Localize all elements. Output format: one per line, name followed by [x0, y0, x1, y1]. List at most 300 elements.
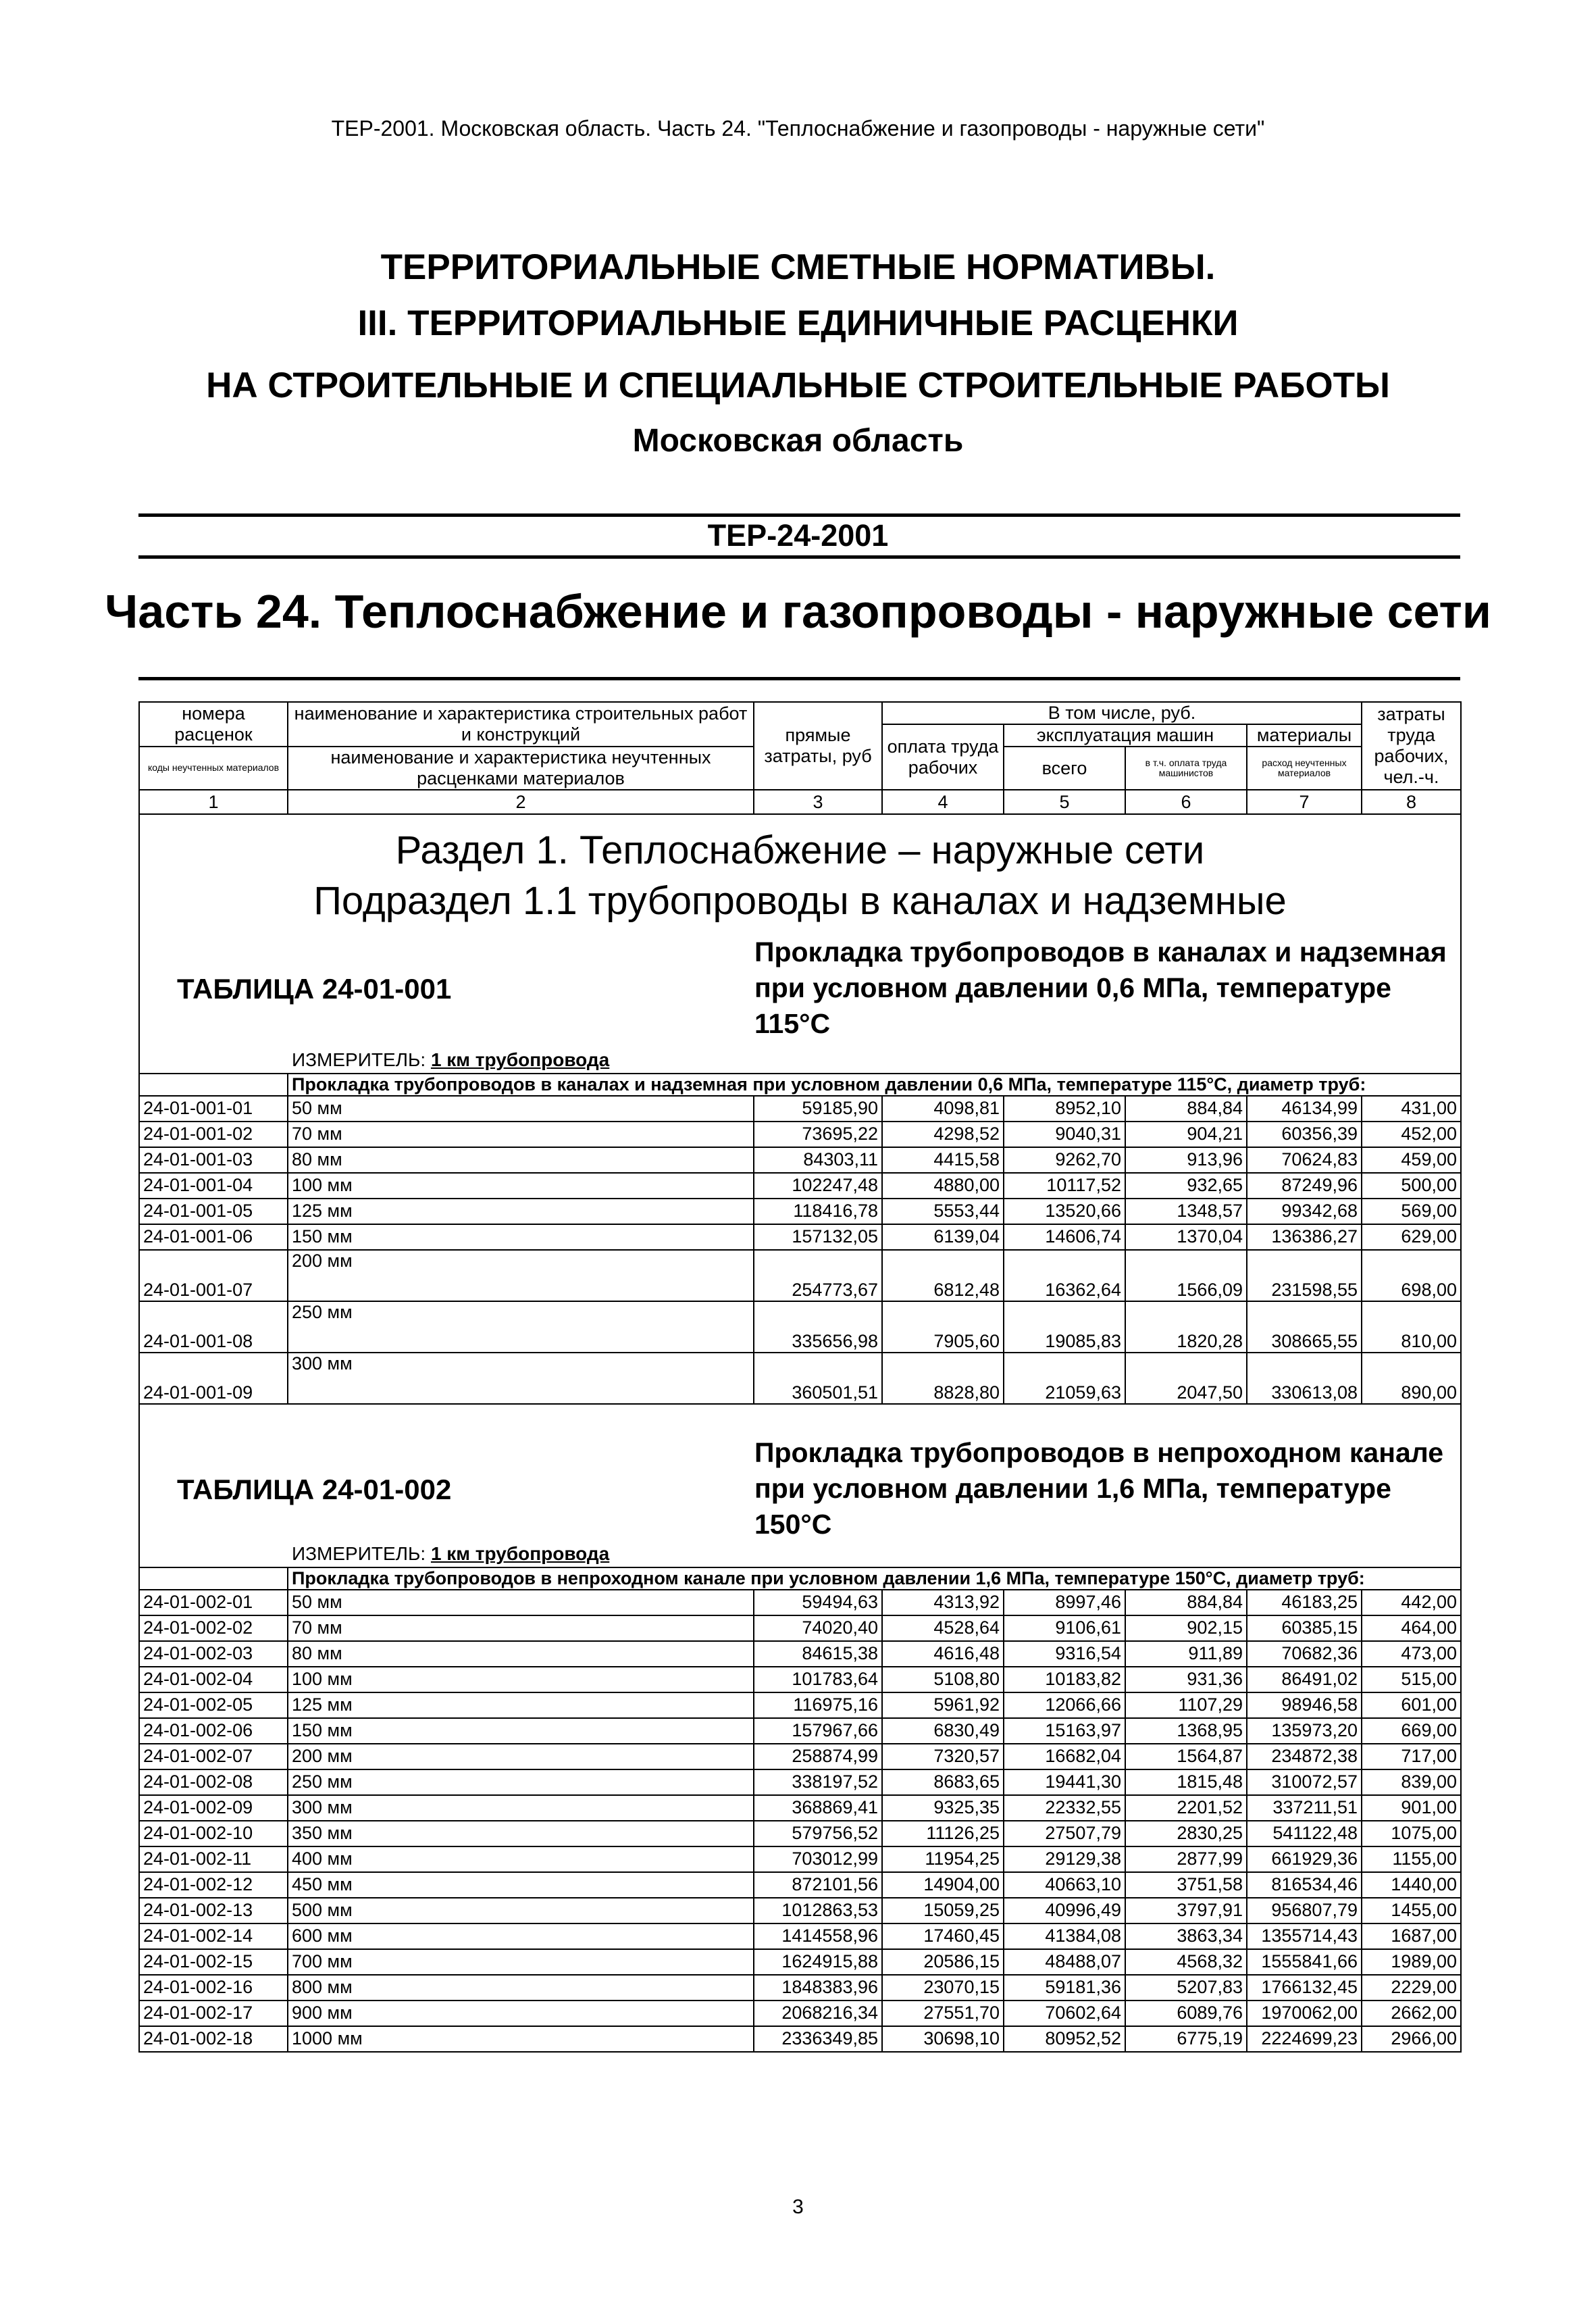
table-row — [139, 1923, 1461, 1949]
measure-unit — [292, 1049, 609, 1071]
pipe-diameter: 300 мм — [288, 1353, 754, 1404]
section-title: Раздел 1. Теплоснабжение – наружные сети — [395, 828, 1205, 873]
rate-value: 1687,00 — [1362, 1923, 1461, 1949]
col-number: 3 — [754, 790, 882, 814]
rate-value: 4298,52 — [882, 1122, 1004, 1147]
rate-value: 16682,04 — [1004, 1744, 1125, 1769]
table-row — [139, 1795, 1461, 1821]
rate-value: 911,89 — [1125, 1641, 1247, 1667]
rate-value: 22332,55 — [1004, 1795, 1125, 1821]
rate-code: 24-01-002-01 — [139, 1590, 288, 1615]
rate-value: 3751,58 — [1125, 1872, 1247, 1898]
col-number: 5 — [1004, 790, 1125, 814]
col-number: 8 — [1362, 790, 1461, 814]
rate-value: 135973,20 — [1247, 1718, 1362, 1744]
header-row-1 — [139, 702, 1461, 724]
table-description: Прокладка трубопроводов в непроходном канале при условном давлении 1,6 МПа, температуре 150°С, диаметр труб: — [288, 1567, 1461, 1590]
rate-value: 20586,15 — [882, 1949, 1004, 1975]
col2-header: наименование и характеристика строительных работ и конструкций — [288, 702, 754, 747]
pipe-diameter: 300 мм — [288, 1795, 754, 1821]
table-row — [139, 1353, 1461, 1404]
materials-header: материалы — [1247, 724, 1362, 747]
pipe-diameter: 200 мм — [288, 1250, 754, 1301]
rate-value: 703012,99 — [754, 1846, 882, 1872]
rate-value: 11126,25 — [882, 1821, 1004, 1846]
top-rule — [138, 513, 1460, 517]
rate-value: 810,00 — [1362, 1301, 1461, 1353]
rate-value: 5553,44 — [882, 1199, 1004, 1224]
doc-title-line-3: НА СТРОИТЕЛЬНЫЕ И СПЕЦИАЛЬНЫЕ СТРОИТЕЛЬНЫЕ РАБОТЫ — [206, 366, 1390, 405]
rate-value: 2224699,23 — [1247, 2026, 1362, 2052]
rate-value: 1107,29 — [1125, 1692, 1247, 1718]
rate-value: 7320,57 — [882, 1744, 1004, 1769]
rate-value: 956807,79 — [1247, 1898, 1362, 1923]
col7-header: расход неучтенных материалов — [1247, 747, 1362, 790]
table-title: Прокладка трубопроводов в каналах и надземная при условном давлении 0,6 МПа, температуре 115°С — [754, 936, 1447, 1040]
rate-value: 335656,98 — [754, 1301, 882, 1353]
pipe-diameter: 200 мм — [288, 1744, 754, 1769]
rate-value: 884,84 — [1125, 1590, 1247, 1615]
rate-value: 6089,76 — [1125, 2001, 1247, 2026]
rate-code: 24-01-001-06 — [139, 1224, 288, 1250]
rate-value: 8683,65 — [882, 1769, 1004, 1795]
rate-value: 2201,52 — [1125, 1795, 1247, 1821]
rate-value: 6775,19 — [1125, 2026, 1247, 2052]
rate-value: 5961,92 — [882, 1692, 1004, 1718]
section-row — [139, 814, 1461, 930]
rate-value: 231598,55 — [1247, 1250, 1362, 1301]
rate-value: 1766132,45 — [1247, 1975, 1362, 2001]
rate-value: 40663,10 — [1004, 1872, 1125, 1898]
rate-value: 5207,83 — [1125, 1975, 1247, 2001]
doc-title-line-2: III. ТЕРРИТОРИАЛЬНЫЕ ЕДИНИЧНЫЕ РАСЦЕНКИ — [357, 303, 1239, 343]
rate-value: 118416,78 — [754, 1199, 882, 1224]
rate-value: 4528,64 — [882, 1615, 1004, 1641]
rate-value: 1815,48 — [1125, 1769, 1247, 1795]
doc-code: ТЕР-24-2001 — [707, 518, 889, 553]
rate-value: 2229,00 — [1362, 1975, 1461, 2001]
rate-value: 890,00 — [1362, 1353, 1461, 1404]
table-label: ТАБЛИЦА 24-01-002 — [177, 1473, 452, 1505]
rate-value: 872101,56 — [754, 1872, 882, 1898]
rate-value: 99342,68 — [1247, 1199, 1362, 1224]
rate-value: 442,00 — [1362, 1590, 1461, 1615]
rate-value: 579756,52 — [754, 1821, 882, 1846]
col6-header: в т.ч. оплата труда машинистов — [1125, 747, 1247, 790]
rate-value: 9325,35 — [882, 1795, 1004, 1821]
rate-code: 24-01-002-10 — [139, 1821, 288, 1846]
rate-value: 70602,64 — [1004, 2001, 1125, 2026]
rate-value: 27507,79 — [1004, 1821, 1125, 1846]
page-number: 3 — [792, 2196, 804, 2218]
pipe-diameter: 150 мм — [288, 1224, 754, 1250]
rate-value: 1368,95 — [1125, 1718, 1247, 1744]
rate-value: 13520,66 — [1004, 1199, 1125, 1224]
rate-value: 41384,08 — [1004, 1923, 1125, 1949]
rate-value: 1012863,53 — [754, 1898, 882, 1923]
rate-value: 157132,05 — [754, 1224, 882, 1250]
col-number: 4 — [882, 790, 1004, 814]
table-gap — [139, 1404, 1461, 1432]
rate-value: 234872,38 — [1247, 1744, 1362, 1769]
rate-code: 24-01-001-04 — [139, 1173, 288, 1199]
rate-value: 15163,97 — [1004, 1718, 1125, 1744]
table-row — [139, 1224, 1461, 1250]
rate-value: 30698,10 — [882, 2026, 1004, 2052]
table-row — [139, 1718, 1461, 1744]
rate-value: 330613,08 — [1247, 1353, 1362, 1404]
table-row — [139, 1872, 1461, 1898]
rate-value: 601,00 — [1362, 1692, 1461, 1718]
rate-value: 101783,64 — [754, 1667, 882, 1692]
table-row — [139, 2026, 1461, 2052]
part-title: Часть 24. Теплоснабжение и газопроводы - наружные сети — [105, 585, 1491, 638]
rate-value: 1414558,96 — [754, 1923, 882, 1949]
table-row — [139, 1898, 1461, 1923]
table-row — [139, 1821, 1461, 1846]
rate-code: 24-01-002-06 — [139, 1718, 288, 1744]
col-number: 7 — [1247, 790, 1362, 814]
rate-value: 29129,38 — [1004, 1846, 1125, 1872]
rate-value: 84615,38 — [754, 1641, 882, 1667]
table-row — [139, 1641, 1461, 1667]
rate-code: 24-01-002-13 — [139, 1898, 288, 1923]
rate-code: 24-01-002-09 — [139, 1795, 288, 1821]
rate-value: 14904,00 — [882, 1872, 1004, 1898]
table-row — [139, 1173, 1461, 1199]
rate-value: 48488,07 — [1004, 1949, 1125, 1975]
table-description: Прокладка трубопроводов в каналах и надземная при условном давлении 0,6 МПа, температуре 115°С, диаметр труб: — [288, 1074, 1461, 1096]
rate-value: 337211,51 — [1247, 1795, 1362, 1821]
pipe-diameter: 70 мм — [288, 1615, 754, 1641]
rate-value: 1075,00 — [1362, 1821, 1461, 1846]
pipe-diameter: 350 мм — [288, 1821, 754, 1846]
rate-value: 452,00 — [1362, 1122, 1461, 1147]
table-description-row — [139, 1074, 1461, 1096]
rate-value: 1970062,00 — [1247, 2001, 1362, 2026]
rate-code: 24-01-002-15 — [139, 1949, 288, 1975]
rate-value: 17460,45 — [882, 1923, 1004, 1949]
col5-header: всего — [1004, 747, 1125, 790]
table-description-row — [139, 1567, 1461, 1590]
table-heading-row — [139, 1432, 1461, 1567]
rate-value: 19441,30 — [1004, 1769, 1125, 1795]
rate-value: 431,00 — [1362, 1096, 1461, 1122]
table-row — [139, 1199, 1461, 1224]
table-title: Прокладка трубопроводов в непроходном канале при условном давлении 1,6 МПа, температуре 150°С — [754, 1436, 1444, 1540]
pipe-diameter: 1000 мм — [288, 2026, 754, 2052]
rate-value: 884,84 — [1125, 1096, 1247, 1122]
rate-value: 80952,52 — [1004, 2026, 1125, 2052]
rate-value: 360501,51 — [754, 1353, 882, 1404]
rate-value: 4568,32 — [1125, 1949, 1247, 1975]
col4-header: оплата труда рабочих — [882, 724, 1004, 790]
rate-value: 11954,25 — [882, 1846, 1004, 1872]
rate-code: 24-01-002-11 — [139, 1846, 288, 1872]
measure-unit — [292, 1543, 609, 1565]
rate-value: 902,15 — [1125, 1615, 1247, 1641]
rate-value: 464,00 — [1362, 1615, 1461, 1641]
middle-rule — [138, 555, 1460, 559]
table-label: ТАБЛИЦА 24-01-001 — [177, 972, 452, 1005]
rate-value: 661929,36 — [1247, 1846, 1362, 1872]
rate-value: 515,00 — [1362, 1667, 1461, 1692]
table-row — [139, 1250, 1461, 1301]
rate-value: 86491,02 — [1247, 1667, 1362, 1692]
pipe-diameter: 900 мм — [288, 2001, 754, 2026]
pipe-diameter: 700 мм — [288, 1949, 754, 1975]
rate-value: 59185,90 — [754, 1096, 882, 1122]
rate-code: 24-01-001-01 — [139, 1096, 288, 1122]
rate-value: 1455,00 — [1362, 1898, 1461, 1923]
rate-value: 1848383,96 — [754, 1975, 882, 2001]
rate-value: 21059,63 — [1004, 1353, 1125, 1404]
col1-subheader: коды неучтенных материалов — [139, 747, 288, 790]
col-number: 1 — [139, 790, 288, 814]
rate-value: 1440,00 — [1362, 1872, 1461, 1898]
table-row — [139, 1846, 1461, 1872]
pipe-diameter: 250 мм — [288, 1769, 754, 1795]
rate-value: 569,00 — [1362, 1199, 1461, 1224]
rate-value: 60385,15 — [1247, 1615, 1362, 1641]
pipe-diameter: 100 мм — [288, 1173, 754, 1199]
rate-value: 102247,48 — [754, 1173, 882, 1199]
rate-code: 24-01-002-07 — [139, 1744, 288, 1769]
col-number: 2 — [288, 790, 754, 814]
rate-value: 904,21 — [1125, 1122, 1247, 1147]
pipe-diameter: 125 мм — [288, 1692, 754, 1718]
pipe-diameter: 500 мм — [288, 1898, 754, 1923]
rate-value: 2336349,85 — [754, 2026, 882, 2052]
pipe-diameter: 80 мм — [288, 1147, 754, 1173]
rate-value: 59181,36 — [1004, 1975, 1125, 2001]
rate-value: 901,00 — [1362, 1795, 1461, 1821]
rate-value: 2877,99 — [1125, 1846, 1247, 1872]
rate-value: 98946,58 — [1247, 1692, 1362, 1718]
rate-value: 27551,70 — [882, 2001, 1004, 2026]
table-row — [139, 1096, 1461, 1122]
table-row — [139, 1975, 1461, 2001]
pipe-diameter: 600 мм — [288, 1923, 754, 1949]
table-row — [139, 1301, 1461, 1353]
rate-value: 87249,96 — [1247, 1173, 1362, 1199]
rate-value: 931,36 — [1125, 1667, 1247, 1692]
rate-value: 4616,48 — [882, 1641, 1004, 1667]
rate-value: 46134,99 — [1247, 1096, 1362, 1122]
rate-value: 1355714,43 — [1247, 1923, 1362, 1949]
rate-value: 46183,25 — [1247, 1590, 1362, 1615]
rate-value: 73695,22 — [754, 1122, 882, 1147]
rate-value: 254773,67 — [754, 1250, 882, 1301]
rate-value: 7905,60 — [882, 1301, 1004, 1353]
rate-value: 1155,00 — [1362, 1846, 1461, 1872]
col3-header: прямые затраты, руб — [754, 702, 882, 790]
rate-value: 669,00 — [1362, 1718, 1461, 1744]
rates-table — [138, 701, 1462, 2053]
rate-value: 473,00 — [1362, 1641, 1461, 1667]
rate-code: 24-01-001-03 — [139, 1147, 288, 1173]
pipe-diameter: 250 мм — [288, 1301, 754, 1353]
col1-header: номера расценок — [139, 702, 288, 747]
table-row — [139, 1667, 1461, 1692]
rate-value: 1370,04 — [1125, 1224, 1247, 1250]
table-heading — [139, 1432, 1461, 1567]
pipe-diameter: 50 мм — [288, 1096, 754, 1122]
pipe-diameter: 70 мм — [288, 1122, 754, 1147]
pipe-diameter: 450 мм — [288, 1872, 754, 1898]
rate-value: 40996,49 — [1004, 1898, 1125, 1923]
rate-value: 59494,63 — [754, 1590, 882, 1615]
rate-value: 10183,82 — [1004, 1667, 1125, 1692]
rate-value: 1566,09 — [1125, 1250, 1247, 1301]
rate-value: 23070,15 — [882, 1975, 1004, 2001]
section-heading — [139, 814, 1461, 930]
pipe-diameter: 50 мм — [288, 1590, 754, 1615]
rate-value: 70682,36 — [1247, 1641, 1362, 1667]
table-heading — [139, 931, 1461, 1074]
rate-value: 1820,28 — [1125, 1301, 1247, 1353]
rate-code: 24-01-002-17 — [139, 2001, 288, 2026]
rate-value: 500,00 — [1362, 1173, 1461, 1199]
rate-value: 157967,66 — [754, 1718, 882, 1744]
rate-value: 1624915,88 — [754, 1949, 882, 1975]
rate-code: 24-01-002-14 — [139, 1923, 288, 1949]
measure-label: ИЗМЕРИТЕЛЬ: — [292, 1543, 426, 1565]
rate-value: 6812,48 — [882, 1250, 1004, 1301]
rate-value: 629,00 — [1362, 1224, 1461, 1250]
rate-value: 310072,57 — [1247, 1769, 1362, 1795]
rate-code: 24-01-002-08 — [139, 1769, 288, 1795]
doc-title-line-1: ТЕРРИТОРИАЛЬНЫЕ СМЕТНЫЕ НОРМАТИВЫ. — [380, 247, 1216, 287]
rate-value: 5108,80 — [882, 1667, 1004, 1692]
rate-value: 913,96 — [1125, 1147, 1247, 1173]
table-row — [139, 1590, 1461, 1615]
rate-code: 24-01-001-05 — [139, 1199, 288, 1224]
subsection-title: Подраздел 1.1 трубопроводы в каналах и надземные — [313, 878, 1287, 923]
rate-value: 541122,48 — [1247, 1821, 1362, 1846]
measure-label: ИЗМЕРИТЕЛЬ: — [292, 1049, 426, 1071]
rate-value: 6830,49 — [882, 1718, 1004, 1744]
rate-value: 16362,64 — [1004, 1250, 1125, 1301]
rate-value: 8997,46 — [1004, 1590, 1125, 1615]
rate-value: 9316,54 — [1004, 1641, 1125, 1667]
machines-header: эксплуатация машин — [1004, 724, 1247, 747]
rate-value: 136386,27 — [1247, 1224, 1362, 1250]
bottom-rule — [138, 677, 1460, 680]
table-row — [139, 1615, 1461, 1641]
incl-header: В том числе, руб. — [882, 702, 1362, 724]
rate-value: 368869,41 — [754, 1795, 882, 1821]
pipe-diameter: 800 мм — [288, 1975, 754, 2001]
rate-value: 9262,70 — [1004, 1147, 1125, 1173]
rate-value: 60356,39 — [1247, 1122, 1362, 1147]
rate-value: 9040,31 — [1004, 1122, 1125, 1147]
rate-value: 4880,00 — [882, 1173, 1004, 1199]
rate-value: 2662,00 — [1362, 2001, 1461, 2026]
rate-value: 839,00 — [1362, 1769, 1461, 1795]
rate-value: 2830,25 — [1125, 1821, 1247, 1846]
rate-value: 70624,83 — [1247, 1147, 1362, 1173]
rate-value: 1564,87 — [1125, 1744, 1247, 1769]
table-row — [139, 1769, 1461, 1795]
rate-code: 24-01-001-09 — [139, 1353, 288, 1404]
rate-value: 816534,46 — [1247, 1872, 1362, 1898]
rate-value: 8828,80 — [882, 1353, 1004, 1404]
pipe-diameter: 400 мм — [288, 1846, 754, 1872]
rate-code: 24-01-002-03 — [139, 1641, 288, 1667]
rate-code: 24-01-001-07 — [139, 1250, 288, 1301]
rate-value: 932,65 — [1125, 1173, 1247, 1199]
rate-code: 24-01-002-18 — [139, 2026, 288, 2052]
rate-value: 15059,25 — [882, 1898, 1004, 1923]
rate-code: 24-01-001-08 — [139, 1301, 288, 1353]
rate-code: 24-01-002-04 — [139, 1667, 288, 1692]
table-row — [139, 2001, 1461, 2026]
rate-code: 24-01-001-02 — [139, 1122, 288, 1147]
table-row — [139, 1744, 1461, 1769]
rate-value: 1989,00 — [1362, 1949, 1461, 1975]
rate-value: 1555841,66 — [1247, 1949, 1362, 1975]
rate-value: 4098,81 — [882, 1096, 1004, 1122]
rate-code: 24-01-002-05 — [139, 1692, 288, 1718]
rate-value: 6139,04 — [882, 1224, 1004, 1250]
rate-value: 4415,58 — [882, 1147, 1004, 1173]
rate-code: 24-01-002-12 — [139, 1872, 288, 1898]
doc-region: Московская область — [632, 423, 964, 459]
rate-value: 308665,55 — [1247, 1301, 1362, 1353]
rate-value: 1348,57 — [1125, 1199, 1247, 1224]
rate-value: 12066,66 — [1004, 1692, 1125, 1718]
rate-value: 19085,83 — [1004, 1301, 1125, 1353]
rate-value: 3797,91 — [1125, 1898, 1247, 1923]
rate-value: 698,00 — [1362, 1250, 1461, 1301]
rate-value: 9106,61 — [1004, 1615, 1125, 1641]
col8-header: затраты труда рабочих, чел.-ч. — [1362, 702, 1461, 790]
rate-value: 2047,50 — [1125, 1353, 1247, 1404]
col2-subheader: наименование и характеристика неучтенных расценками материалов — [288, 747, 754, 790]
measure-value: 1 км трубопровода — [430, 1543, 610, 1565]
running-header: ТЕР-2001. Московская область. Часть 24. "Теплоснабжение и газопроводы - наружные сети" — [331, 116, 1265, 141]
rate-value: 116975,16 — [754, 1692, 882, 1718]
rate-value: 84303,11 — [754, 1147, 882, 1173]
rate-value: 258874,99 — [754, 1744, 882, 1769]
rate-value: 10117,52 — [1004, 1173, 1125, 1199]
column-number-row — [139, 790, 1461, 814]
rate-value: 2068216,34 — [754, 2001, 882, 2026]
pipe-diameter: 125 мм — [288, 1199, 754, 1224]
rate-value: 3863,34 — [1125, 1923, 1247, 1949]
rate-code: 24-01-002-02 — [139, 1615, 288, 1641]
pipe-diameter: 150 мм — [288, 1718, 754, 1744]
table-row — [139, 1692, 1461, 1718]
table-row — [139, 1949, 1461, 1975]
pipe-diameter: 80 мм — [288, 1641, 754, 1667]
rate-code: 24-01-002-16 — [139, 1975, 288, 2001]
table-heading-row — [139, 931, 1461, 1074]
rate-value: 459,00 — [1362, 1147, 1461, 1173]
rate-value: 74020,40 — [754, 1615, 882, 1641]
col-number: 6 — [1125, 790, 1247, 814]
rate-value: 338197,52 — [754, 1769, 882, 1795]
table-row — [139, 1122, 1461, 1147]
pipe-diameter: 100 мм — [288, 1667, 754, 1692]
rate-value: 4313,92 — [882, 1590, 1004, 1615]
rate-value: 14606,74 — [1004, 1224, 1125, 1250]
rate-value: 2966,00 — [1362, 2026, 1461, 2052]
rate-value: 717,00 — [1362, 1744, 1461, 1769]
rate-value: 8952,10 — [1004, 1096, 1125, 1122]
table-row — [139, 1147, 1461, 1173]
